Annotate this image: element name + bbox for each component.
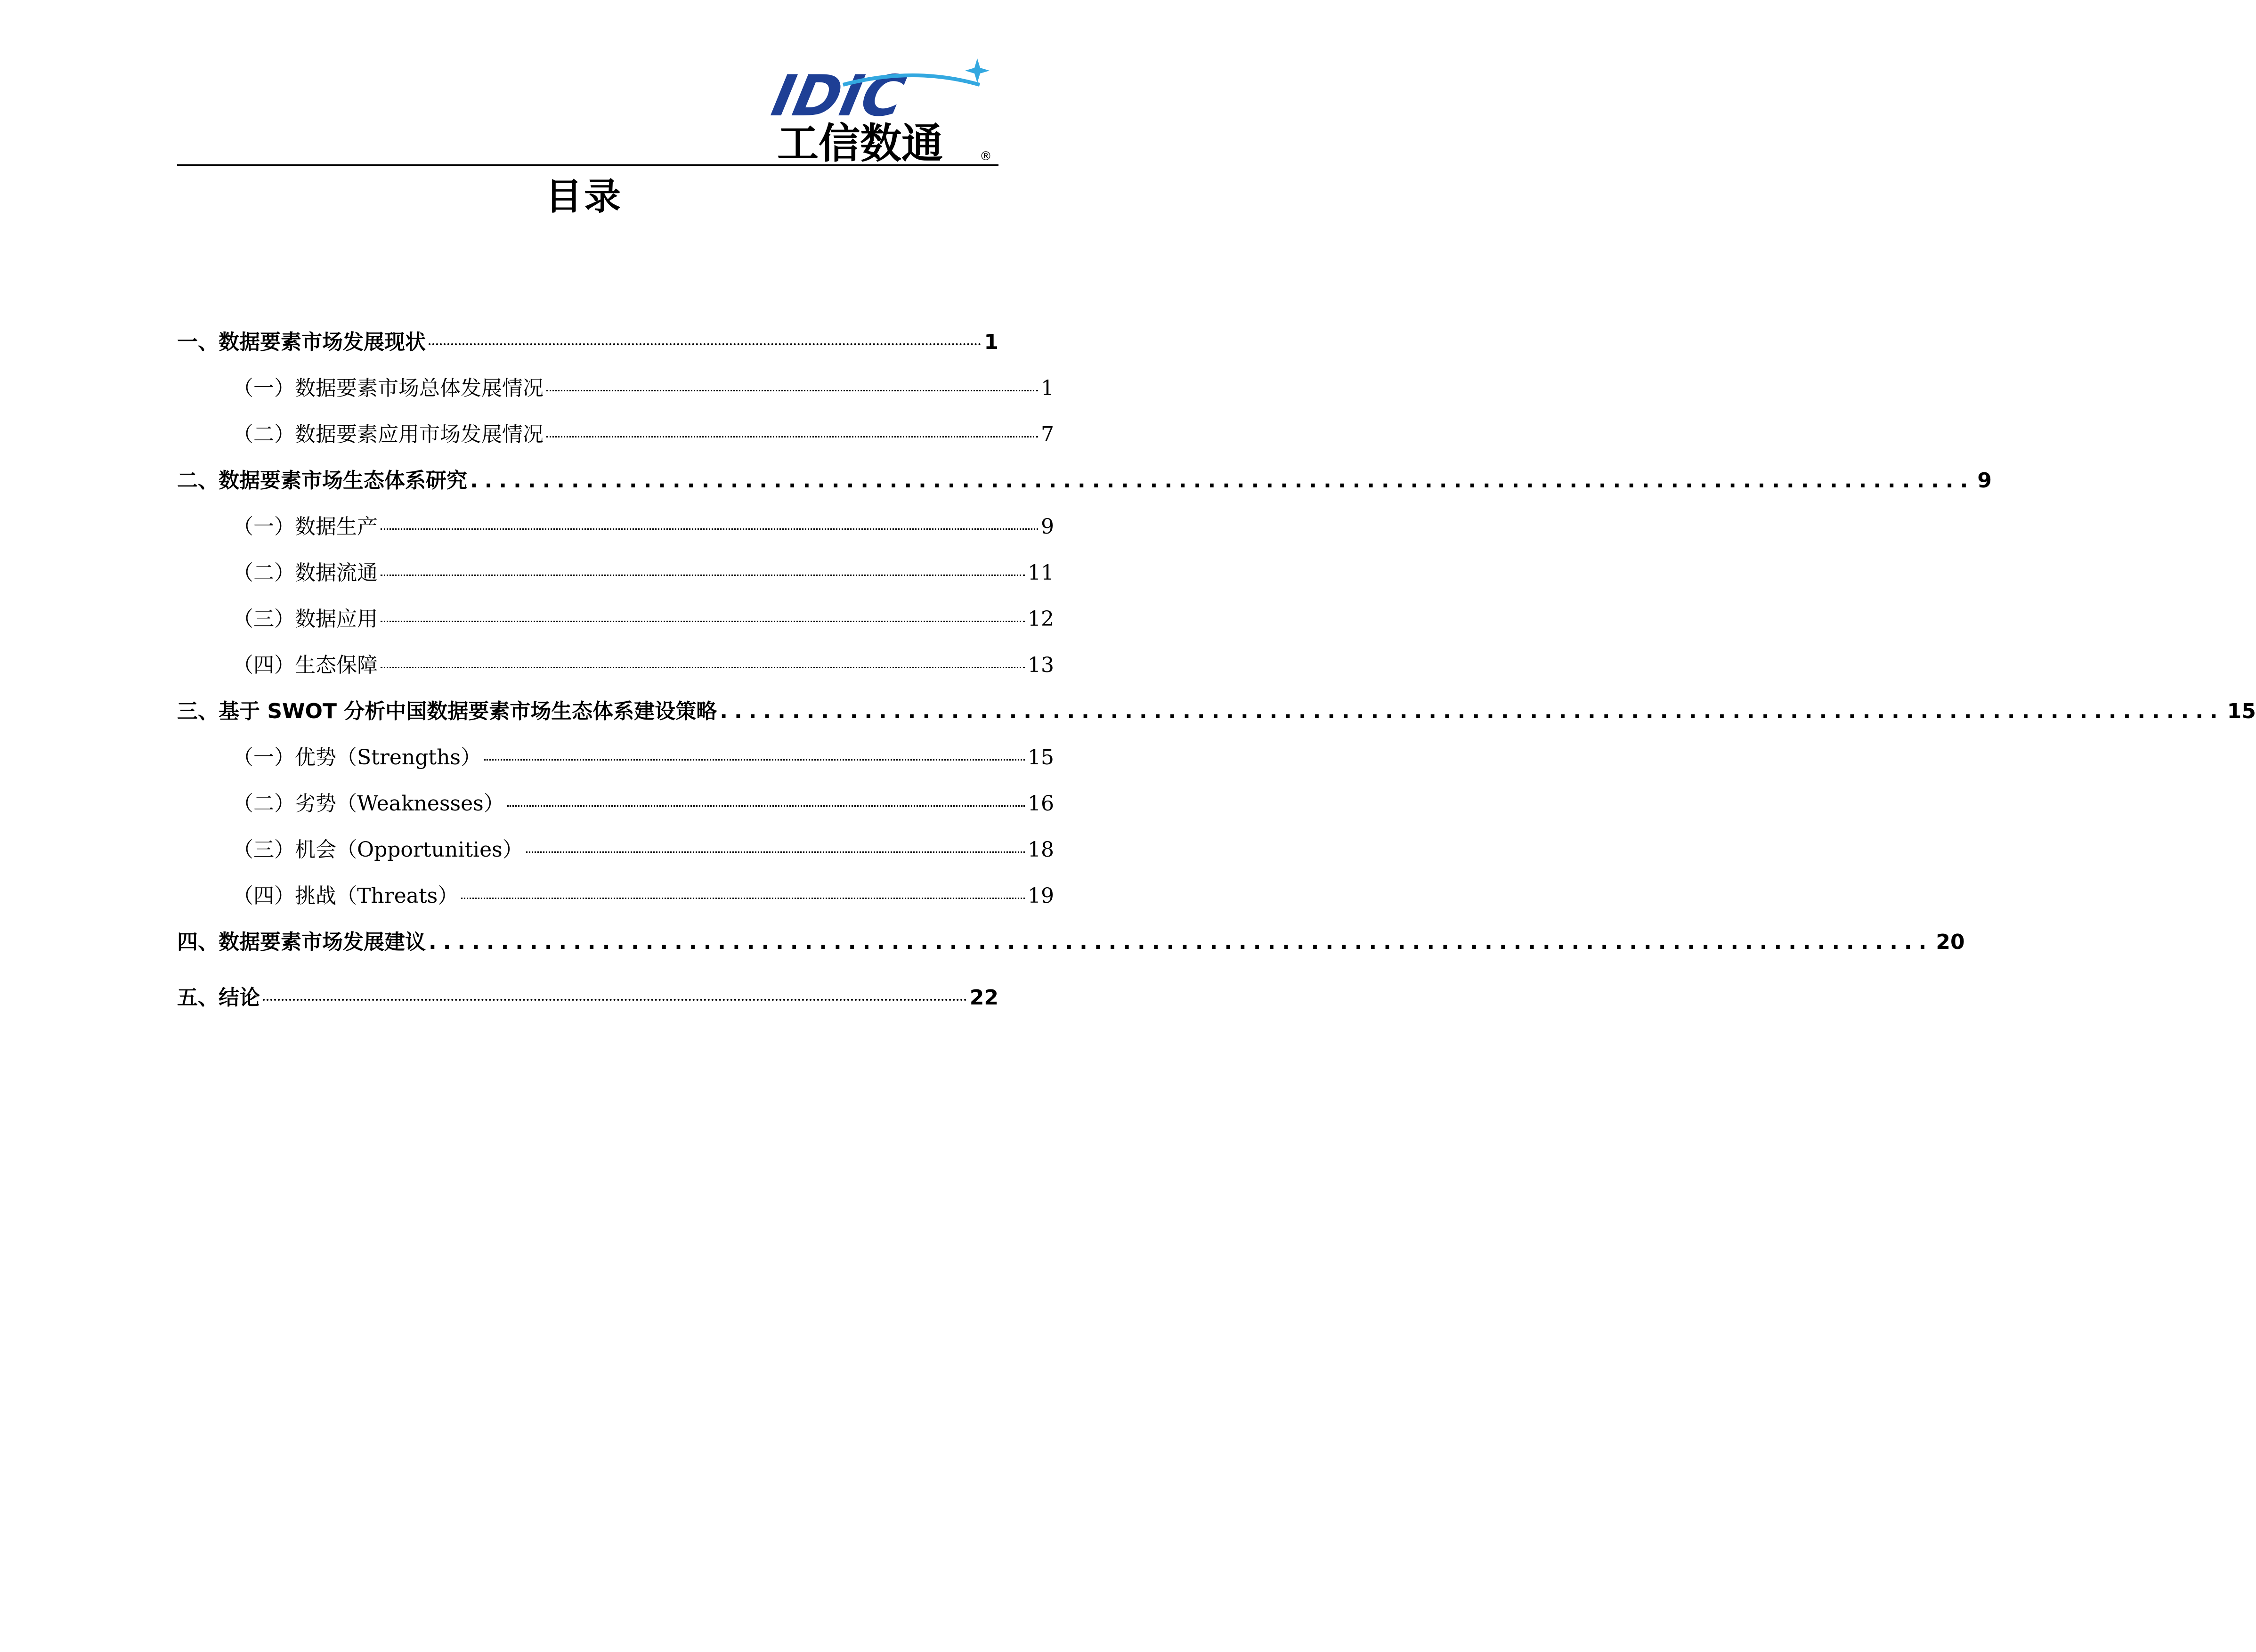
toc-entry-label: （四）挑战（Threats） (233, 884, 459, 908)
toc-entry-label: （一）数据要素市场总体发展情况 (233, 376, 544, 400)
logo-chinese-name: 工信数通 (777, 119, 943, 168)
toc-entry-label: 三、基于 SWOT 分析中国数据要素市场生态体系建设策略 (177, 699, 717, 723)
toc-entry-page: 13 (1028, 653, 1054, 677)
toc-leader (546, 390, 1038, 391)
toc-entry-page: 11 (1028, 561, 1054, 585)
toc-entry-page: 7 (1041, 422, 1054, 446)
toc-entry[interactable] (177, 833, 1054, 863)
toc-entry[interactable] (177, 879, 1054, 909)
logo-sparkle-icon (965, 58, 990, 83)
toc-entry[interactable] (177, 694, 2256, 724)
toc-entry-page: 20 (1936, 930, 1965, 954)
toc-entry[interactable] (177, 463, 1992, 494)
toc-entry[interactable] (177, 980, 998, 1011)
toc-entry-label: （一）数据生产 (233, 515, 378, 539)
toc-leader: ........................................................................................................ (470, 469, 1975, 493)
header-rule (177, 164, 998, 166)
toc-entry[interactable] (177, 556, 1054, 586)
toc-entry[interactable] (177, 740, 1054, 770)
toc-leader (381, 528, 1038, 530)
toc-entry[interactable] (177, 325, 998, 355)
toc-entry[interactable] (177, 371, 1054, 401)
toc-entry-label: 一、数据要素市场发展现状 (177, 330, 426, 354)
toc-leader (484, 759, 1025, 761)
toc-entry-page: 12 (1028, 607, 1054, 631)
toc-leader (526, 851, 1025, 853)
toc-leader: ........................................................................................................ (720, 699, 2224, 723)
toc-entry[interactable] (177, 602, 1054, 632)
toc-entry-page: 1 (984, 330, 998, 354)
toc-leader (461, 898, 1025, 899)
toc-entry-label: 四、数据要素市场发展建议 (177, 930, 426, 954)
company-logo (766, 57, 998, 168)
toc-entry-page: 18 (1028, 838, 1054, 862)
logo-wordmark: IDIC (766, 63, 911, 129)
toc-entry[interactable] (177, 786, 1054, 817)
toc-entry-page: 19 (1028, 884, 1054, 908)
toc-leader (429, 343, 981, 345)
toc-entry[interactable] (177, 510, 1054, 540)
toc-entry[interactable] (177, 417, 1054, 447)
toc-entry-label: （二）劣势（Weaknesses） (233, 792, 504, 816)
toc-entry-label: （三）数据应用 (233, 607, 378, 631)
toc-entry-page: 16 (1028, 792, 1054, 816)
toc-entry-page: 15 (1028, 745, 1054, 769)
toc-entry-label: （二）数据要素应用市场发展情况 (233, 422, 544, 446)
toc-entry-label: 五、结论 (177, 986, 260, 1010)
toc-leader: ........................................................................................................ (429, 930, 1933, 954)
toc-entry-label: （四）生态保障 (233, 653, 378, 677)
toc-leader (507, 805, 1025, 807)
toc-leader (381, 621, 1025, 622)
toc-entry-page: 9 (1041, 515, 1054, 539)
toc-entry[interactable] (177, 925, 1965, 955)
toc-entry-label: （二）数据流通 (233, 561, 378, 585)
toc-entry[interactable] (177, 648, 1054, 678)
toc-entry-page: 15 (2227, 699, 2256, 723)
registered-mark: ® (980, 149, 992, 163)
toc-entry-page: 22 (969, 986, 998, 1010)
toc-entry-label: （三）机会（Opportunities） (233, 838, 523, 862)
toc-leader (381, 575, 1025, 576)
toc-entry-label: 二、数据要素市场生态体系研究 (177, 469, 467, 493)
toc-entry-label: （一）优势（Strengths） (233, 745, 481, 769)
toc-entry-page: 1 (1041, 376, 1054, 400)
toc-entry-page: 9 (1977, 469, 1992, 493)
toc-leader (381, 667, 1025, 668)
page-title: 目录 (545, 176, 623, 218)
toc-leader (546, 436, 1038, 437)
toc-leader (263, 999, 967, 1001)
